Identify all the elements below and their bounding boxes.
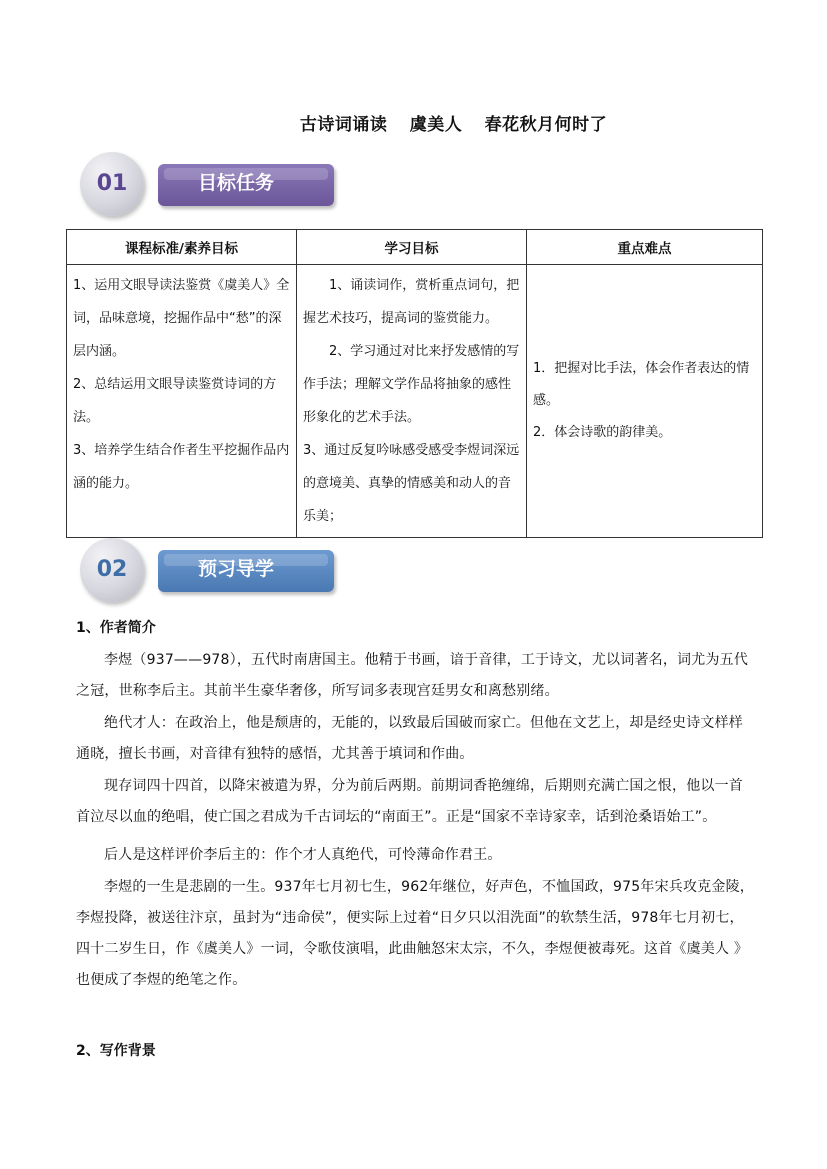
banner-number: 02 <box>96 557 128 582</box>
list-item: 2、总结运用文眼导读鉴赏诗词的方法。 <box>73 377 277 425</box>
list-item: 2．体会诗歌的韵律美。 <box>533 425 672 440</box>
list-item: 3、通过反复吟咏感受感受李煜词深远的意境美、真挚的情感美和动人的音乐美； <box>303 443 520 524</box>
section-heading-background: 2、写作背景 <box>76 1043 156 1059</box>
key-points-cell <box>527 265 763 538</box>
title-part-2: 虞美人 <box>409 115 463 135</box>
list-item: 2、学习通过对比来抒发感情的写作手法；理解文学作品将抽象的感性形象化的艺术手法。 <box>303 344 520 425</box>
list-item: 1、运用文眼导读法鉴赏《虞美人》全词，品味意境，挖掘作品中“愁”的深层内涵。 <box>73 278 290 359</box>
banner-label: 预习导学 <box>198 558 275 580</box>
goals-table <box>66 229 763 538</box>
title-part-1: 古诗词诵读 <box>299 115 388 135</box>
banner-number: 01 <box>96 171 128 196</box>
list-item: 3、培养学生结合作者生平挖掘作品内涵的能力。 <box>73 443 290 491</box>
table-row <box>67 265 763 538</box>
paragraph: 现存词四十四首，以降宋被遣为界，分为前后两期。前期词香艳缠绵，后期则充满亡国之恨，他以一首首泣尽以血的绝唱，使亡国之君成为千古词坛的“南面王”。正是“国家不幸诗家幸，话到沧桑语始工”。 <box>76 778 743 825</box>
title-part-3: 春花秋月何时了 <box>484 115 608 135</box>
paragraph: 绝代才人：在政治上，他是颓唐的，无能的，以致最后国破而家亡。但他在文艺上，却是经史诗文样样通晓，擅长书画，对音律有独特的感悟，尤其善于填词和作曲。 <box>76 715 743 762</box>
page-title <box>0 110 827 135</box>
list-item: 1、诵读词作，赏析重点词句，把握艺术技巧，提高词的鉴赏能力。 <box>303 278 520 326</box>
paragraph: 后人是这样评价李后主的：作个才人真绝代，可怜薄命作君王。 <box>104 847 502 863</box>
section-banner-goals <box>80 152 340 216</box>
header-learning-goals: 学习目标 <box>297 230 527 265</box>
paragraph: 李煜的一生是悲剧的一生。937年七月初七生，962年继位，好声色，不恤国政，975年宋兵攻克金陵，李煜投降，被送往汴京，虽封为“违命侯”，便实际上过着“日夕只以泪洗面”的软禁生活，978年七月初七，四十二岁生日，作《虞美人》一词，令歌伎演唱，此曲触怒宋太宗，不久，李煜便被毒死。这首《虞美人 》也便成了李煜的绝笔之作。 <box>76 879 754 988</box>
banner-pill <box>158 550 334 592</box>
header-standards: 课程标准/素养目标 <box>67 230 297 265</box>
banner-label: 目标任务 <box>198 172 275 194</box>
standards-cell <box>67 265 297 538</box>
header-key-points: 重点难点 <box>527 230 763 265</box>
table-header-row <box>67 230 763 265</box>
learning-goals-cell <box>297 265 527 538</box>
paragraph: 李煜（937——978），五代时南唐国主。他精于书画，谙于音律，工于诗文，尤以词著名，词尤为五代之冠，世称李后主。其前半生豪华奢侈，所写词多表现宫廷男女和离愁别绪。 <box>76 652 749 699</box>
section-heading-author: 1、作者简介 <box>76 620 156 636</box>
section-banner-preview <box>80 538 340 602</box>
banner-pill <box>158 164 334 206</box>
list-item: 1．把握对比手法，体会作者表达的情感。 <box>533 361 750 408</box>
